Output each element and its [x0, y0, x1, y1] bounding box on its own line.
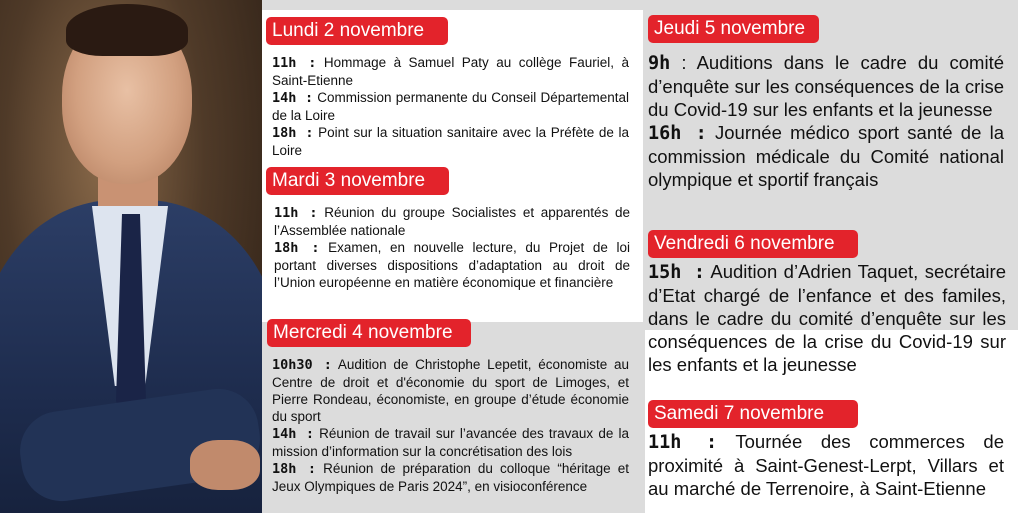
hand-shape	[190, 440, 260, 490]
event-item	[274, 204, 630, 239]
day-heading-jeudi: Jeudi 5 novembre	[648, 15, 819, 43]
event-text: Tournée des commerces de proximité à Saint-Genest-Lerpt, Villars et au marché de Terrenoire, à Saint-Etienne	[648, 431, 1004, 499]
event-time: 11h :	[648, 432, 718, 453]
hair-shape	[66, 4, 188, 56]
event-time: 14h :	[272, 90, 314, 106]
event-item	[272, 124, 629, 159]
event-item	[274, 239, 630, 291]
event-item	[272, 89, 629, 124]
event-text: Réunion de préparation du colloque “héritage et Jeux Olympiques de Paris 2024”, en visioconférence	[272, 461, 630, 494]
event-text: Journée médico sport santé de la commission médicale du Comité national olympique et sportif français	[648, 122, 1004, 190]
event-time: 18h :	[272, 125, 314, 141]
portrait-photo	[0, 0, 262, 513]
events-mardi	[274, 204, 630, 291]
event-text: Réunion de travail sur l’avancée des travaux de la mission d’information sur la concrétisation des lois	[272, 426, 629, 459]
events-vendredi	[648, 260, 1006, 376]
event-time: 11h :	[272, 55, 317, 71]
day-heading-mercredi: Mercredi 4 novembre	[267, 319, 471, 347]
event-item	[272, 425, 629, 460]
event-time: 15h :	[648, 262, 705, 283]
day-heading-lundi: Lundi 2 novembre	[266, 17, 448, 45]
event-text: Audition d’Adrien Taquet, secrétaire d’Etat chargé de l’enfance et des familes, dans le cadre du comité d’enquête sur les conséquences de la crise du Covid-19 sur les enfants et la jeunesse	[648, 261, 1006, 375]
event-time: 18h :	[272, 461, 316, 477]
event-time: 11h :	[274, 205, 318, 221]
events-jeudi	[648, 51, 1004, 191]
event-text: Point sur la situation sanitaire avec la Préfète de la Loire	[272, 125, 630, 158]
event-item	[648, 430, 1004, 500]
event-time: 18h :	[274, 240, 320, 256]
event-item	[272, 460, 629, 495]
event-text: Hommage à Samuel Paty au collège Fauriel, à Saint-Etienne	[272, 55, 629, 88]
event-item	[648, 121, 1004, 191]
events-mercredi	[272, 356, 629, 495]
event-time: 10h30 :	[272, 357, 332, 373]
event-text: Audition de Christophe Lepetit, économiste au Centre de droit et d'économie du sport de Limoges, et Pierre Rondeau, économiste, en groupe d’étude économie du sport	[272, 357, 629, 424]
event-time: 16h :	[648, 123, 707, 144]
event-text: Réunion du groupe Socialistes et apparentés de l’Assemblée nationale	[274, 205, 631, 238]
event-item	[648, 51, 1004, 121]
events-lundi	[272, 54, 629, 159]
event-time: 14h :	[272, 426, 315, 442]
day-heading-mardi: Mardi 3 novembre	[266, 167, 449, 195]
day-heading-vendredi: Vendredi 6 novembre	[648, 230, 858, 258]
event-text: Examen, en nouvelle lecture, du Projet de loi portant diverses dispositions d’adaptation au droit de l’Union européenne en matière économique et financière	[274, 240, 630, 290]
event-text: Commission permanente du Conseil Départemental de la Loire	[272, 90, 629, 123]
event-item	[272, 54, 629, 89]
event-item	[648, 260, 1006, 376]
event-text: : Auditions dans le cadre du comité d’enquête sur les conséquences de la crise du Covid-19 sur les enfants et la jeunesse	[648, 52, 1004, 120]
day-heading-samedi: Samedi 7 novembre	[648, 400, 858, 428]
events-samedi	[648, 430, 1004, 500]
event-item	[272, 356, 629, 425]
gray-panel-top-left	[262, 0, 643, 10]
event-time: 9h	[648, 53, 671, 74]
